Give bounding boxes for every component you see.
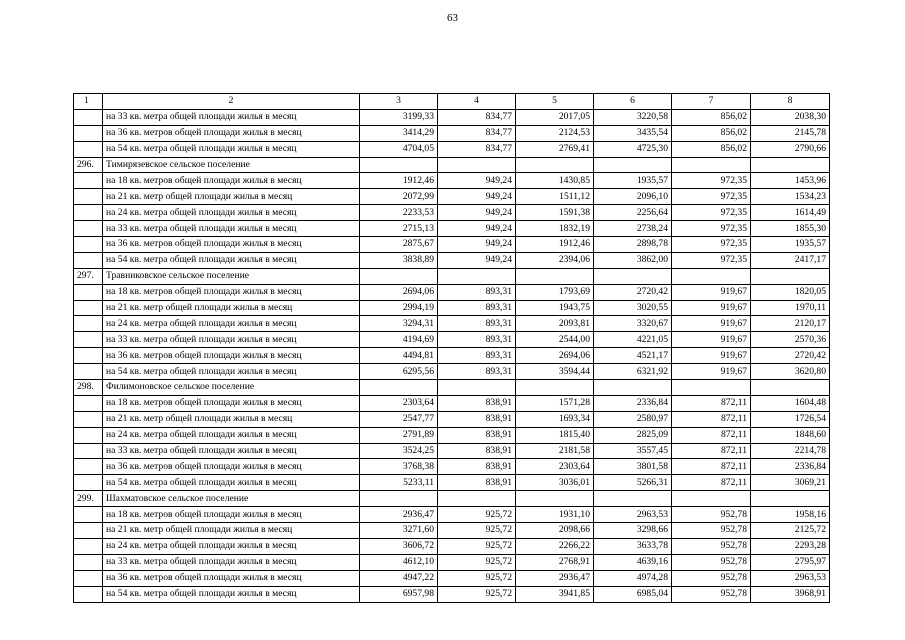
row-index — [74, 237, 103, 253]
value-cell: 1943,75 — [516, 300, 594, 316]
value-cell: 872,11 — [672, 443, 751, 459]
value-cell: 952,78 — [672, 586, 751, 602]
value-cell: 872,11 — [672, 411, 751, 427]
value-cell: 3320,67 — [594, 316, 672, 332]
value-cell: 872,11 — [672, 459, 751, 475]
value-cell: 4494,81 — [360, 348, 438, 364]
column-header: 1 — [74, 94, 103, 110]
value-cell: 872,11 — [672, 475, 751, 491]
value-cell: 2256,64 — [594, 205, 672, 221]
value-cell: 856,02 — [672, 141, 751, 157]
row-label: на 33 кв. метра общей площади жилья в месяц — [103, 443, 360, 459]
value-cell: 952,78 — [672, 523, 751, 539]
value-cell: 2120,17 — [751, 316, 830, 332]
value-cell: 925,72 — [438, 570, 516, 586]
row-label: на 54 кв. метра общей площади жилья в месяц — [103, 141, 360, 157]
table-row — [74, 237, 830, 253]
column-header: 8 — [751, 94, 830, 110]
value-cell: 1935,57 — [751, 237, 830, 253]
row-label: на 54 кв. метра общей площади жилья в месяц — [103, 364, 360, 380]
value-cell: 3594,44 — [516, 364, 594, 380]
value-cell: 1935,57 — [594, 173, 672, 189]
value-cell: 919,67 — [672, 332, 751, 348]
row-index — [74, 411, 103, 427]
tariff-table — [73, 93, 830, 603]
row-index — [74, 348, 103, 364]
value-cell: 2181,58 — [516, 443, 594, 459]
value-cell: 1453,96 — [751, 173, 830, 189]
value-cell: 2769,41 — [516, 141, 594, 157]
value-cell: 949,24 — [438, 173, 516, 189]
value-cell: 1793,69 — [516, 284, 594, 300]
value-cell: 925,72 — [438, 507, 516, 523]
value-cell: 2417,17 — [751, 252, 830, 268]
value-cell: 972,35 — [672, 252, 751, 268]
value-cell: 1534,23 — [751, 189, 830, 205]
value-cell: 1912,46 — [516, 237, 594, 253]
value-cell: 2963,53 — [751, 570, 830, 586]
row-label: на 21 кв. метр общей площади жилья в месяц — [103, 523, 360, 539]
value-cell: 1931,10 — [516, 507, 594, 523]
row-label: на 54 кв. метра общей площади жилья в месяц — [103, 252, 360, 268]
value-cell: 3801,58 — [594, 459, 672, 475]
value-cell: 3020,55 — [594, 300, 672, 316]
value-cell: 3220,58 — [594, 109, 672, 125]
empty-cell — [516, 157, 594, 173]
value-cell: 834,77 — [438, 109, 516, 125]
row-label: на 33 кв. метра общей площади жилья в месяц — [103, 109, 360, 125]
value-cell: 919,67 — [672, 316, 751, 332]
value-cell: 1820,05 — [751, 284, 830, 300]
value-cell: 3606,72 — [360, 538, 438, 554]
row-label: на 36 кв. метров общей площади жилья в месяц — [103, 125, 360, 141]
value-cell: 2547,77 — [360, 411, 438, 427]
table-row — [74, 586, 830, 602]
value-cell: 2720,42 — [751, 348, 830, 364]
value-cell: 893,31 — [438, 364, 516, 380]
settlement-name: Тимирязевское сельское поселение — [103, 157, 360, 173]
value-cell: 3941,85 — [516, 586, 594, 602]
value-cell: 856,02 — [672, 125, 751, 141]
value-cell: 3524,25 — [360, 443, 438, 459]
value-cell: 893,31 — [438, 300, 516, 316]
value-cell: 4612,10 — [360, 554, 438, 570]
empty-cell — [438, 491, 516, 507]
value-cell: 2266,22 — [516, 538, 594, 554]
column-header: 3 — [360, 94, 438, 110]
value-cell: 919,67 — [672, 348, 751, 364]
row-label: на 18 кв. метров общей площади жилья в месяц — [103, 507, 360, 523]
value-cell: 1591,38 — [516, 205, 594, 221]
value-cell: 2336,84 — [751, 459, 830, 475]
value-cell: 952,78 — [672, 507, 751, 523]
value-cell: 949,24 — [438, 237, 516, 253]
empty-cell — [751, 491, 830, 507]
value-cell: 838,91 — [438, 427, 516, 443]
row-index — [74, 364, 103, 380]
row-index — [74, 475, 103, 491]
value-cell: 925,72 — [438, 586, 516, 602]
row-label: на 21 кв. метр общей площади жилья в месяц — [103, 300, 360, 316]
settlement-name: Филимоновское сельское поселение — [103, 380, 360, 396]
value-cell: 6295,56 — [360, 364, 438, 380]
table-row — [74, 205, 830, 221]
empty-cell — [516, 380, 594, 396]
row-index — [74, 141, 103, 157]
value-cell: 6957,98 — [360, 586, 438, 602]
empty-cell — [438, 380, 516, 396]
value-cell: 838,91 — [438, 443, 516, 459]
row-label: на 54 кв. метра общей площади жилья в месяц — [103, 475, 360, 491]
value-cell: 925,72 — [438, 523, 516, 539]
value-cell: 1614,49 — [751, 205, 830, 221]
value-cell: 2293,28 — [751, 538, 830, 554]
value-cell: 2936,47 — [516, 570, 594, 586]
empty-cell — [516, 491, 594, 507]
page-number: 63 — [447, 12, 458, 24]
empty-cell — [516, 268, 594, 284]
value-cell: 3298,66 — [594, 523, 672, 539]
value-cell: 1430,85 — [516, 173, 594, 189]
column-header: 7 — [672, 94, 751, 110]
value-cell: 4221,05 — [594, 332, 672, 348]
value-cell: 2098,66 — [516, 523, 594, 539]
value-cell: 4947,22 — [360, 570, 438, 586]
value-cell: 972,35 — [672, 237, 751, 253]
empty-cell — [751, 380, 830, 396]
value-cell: 3435,54 — [594, 125, 672, 141]
value-cell: 2795,97 — [751, 554, 830, 570]
row-label: на 18 кв. метров общей площади жилья в месяц — [103, 284, 360, 300]
value-cell: 2072,99 — [360, 189, 438, 205]
value-cell: 952,78 — [672, 538, 751, 554]
table-row — [74, 475, 830, 491]
value-cell: 1511,12 — [516, 189, 594, 205]
value-cell: 838,91 — [438, 475, 516, 491]
value-cell: 952,78 — [672, 554, 751, 570]
empty-cell — [360, 268, 438, 284]
row-label: на 24 кв. метра общей площади жилья в месяц — [103, 316, 360, 332]
value-cell: 1848,60 — [751, 427, 830, 443]
value-cell: 949,24 — [438, 221, 516, 237]
table-row — [74, 507, 830, 523]
value-cell: 949,24 — [438, 205, 516, 221]
value-cell: 893,31 — [438, 332, 516, 348]
table-row — [74, 523, 830, 539]
value-cell: 925,72 — [438, 554, 516, 570]
column-header: 6 — [594, 94, 672, 110]
value-cell: 838,91 — [438, 459, 516, 475]
row-index — [74, 189, 103, 205]
value-cell: 3414,29 — [360, 125, 438, 141]
row-label: на 36 кв. метров общей площади жилья в месяц — [103, 459, 360, 475]
table-row — [74, 538, 830, 554]
row-index — [74, 332, 103, 348]
settlement-header-row — [74, 491, 830, 507]
value-cell: 2825,09 — [594, 427, 672, 443]
table-row — [74, 554, 830, 570]
value-cell: 2125,72 — [751, 523, 830, 539]
table-row — [74, 427, 830, 443]
settlement-header-row — [74, 268, 830, 284]
row-label: на 33 кв. метра общей площади жилья в месяц — [103, 554, 360, 570]
value-cell: 1958,16 — [751, 507, 830, 523]
value-cell: 2124,53 — [516, 125, 594, 141]
value-cell: 856,02 — [672, 109, 751, 125]
value-cell: 872,11 — [672, 427, 751, 443]
table-row — [74, 364, 830, 380]
value-cell: 4725,30 — [594, 141, 672, 157]
value-cell: 834,77 — [438, 125, 516, 141]
value-cell: 4521,17 — [594, 348, 672, 364]
empty-cell — [438, 268, 516, 284]
value-cell: 2544,00 — [516, 332, 594, 348]
table-row — [74, 443, 830, 459]
value-cell: 893,31 — [438, 316, 516, 332]
value-cell: 4194,69 — [360, 332, 438, 348]
settlement-header-row — [74, 157, 830, 173]
value-cell: 2936,47 — [360, 507, 438, 523]
empty-cell — [594, 268, 672, 284]
empty-cell — [360, 380, 438, 396]
value-cell: 3199,33 — [360, 109, 438, 125]
value-cell: 1970,11 — [751, 300, 830, 316]
row-label: на 21 кв. метр общей площади жилья в месяц — [103, 411, 360, 427]
row-label: на 24 кв. метра общей площади жилья в месяц — [103, 427, 360, 443]
empty-cell — [594, 157, 672, 173]
value-cell: 1815,40 — [516, 427, 594, 443]
value-cell: 2790,66 — [751, 141, 830, 157]
row-index — [74, 427, 103, 443]
table-row — [74, 316, 830, 332]
table-row — [74, 284, 830, 300]
value-cell: 3557,45 — [594, 443, 672, 459]
value-cell: 1832,19 — [516, 221, 594, 237]
value-cell: 972,35 — [672, 221, 751, 237]
table-row — [74, 189, 830, 205]
value-cell: 952,78 — [672, 570, 751, 586]
row-index — [74, 586, 103, 602]
value-cell: 2720,42 — [594, 284, 672, 300]
value-cell: 949,24 — [438, 252, 516, 268]
value-cell: 834,77 — [438, 141, 516, 157]
empty-cell — [672, 380, 751, 396]
row-label: на 18 кв. метров общей площади жилья в месяц — [103, 173, 360, 189]
value-cell: 919,67 — [672, 284, 751, 300]
empty-cell — [360, 157, 438, 173]
value-cell: 3768,38 — [360, 459, 438, 475]
row-index — [74, 570, 103, 586]
row-label: на 36 кв. метров общей площади жилья в месяц — [103, 237, 360, 253]
row-index — [74, 507, 103, 523]
row-index — [74, 395, 103, 411]
value-cell: 919,67 — [672, 364, 751, 380]
value-cell: 3968,91 — [751, 586, 830, 602]
value-cell: 919,67 — [672, 300, 751, 316]
value-cell: 3294,31 — [360, 316, 438, 332]
value-cell: 2214,78 — [751, 443, 830, 459]
column-header: 2 — [103, 94, 360, 110]
value-cell: 4639,16 — [594, 554, 672, 570]
row-label: на 33 кв. метра общей площади жилья в месяц — [103, 221, 360, 237]
table-row — [74, 300, 830, 316]
table-row — [74, 570, 830, 586]
empty-cell — [672, 491, 751, 507]
table-row — [74, 395, 830, 411]
table-row — [74, 459, 830, 475]
value-cell: 838,91 — [438, 395, 516, 411]
empty-cell — [672, 157, 751, 173]
row-index: 299. — [74, 491, 103, 507]
value-cell: 2963,53 — [594, 507, 672, 523]
value-cell: 2570,36 — [751, 332, 830, 348]
value-cell: 2096,10 — [594, 189, 672, 205]
row-index — [74, 205, 103, 221]
empty-cell — [594, 491, 672, 507]
row-index: 298. — [74, 380, 103, 396]
value-cell: 2303,64 — [360, 395, 438, 411]
row-label: на 36 кв. метров общей площади жилья в месяц — [103, 570, 360, 586]
value-cell: 949,24 — [438, 189, 516, 205]
row-index — [74, 109, 103, 125]
column-header: 5 — [516, 94, 594, 110]
value-cell: 2898,78 — [594, 237, 672, 253]
value-cell: 838,91 — [438, 411, 516, 427]
value-cell: 2394,06 — [516, 252, 594, 268]
table-row — [74, 411, 830, 427]
row-index — [74, 538, 103, 554]
table-row — [74, 252, 830, 268]
row-label: на 36 кв. метров общей площади жилья в месяц — [103, 348, 360, 364]
value-cell: 1855,30 — [751, 221, 830, 237]
value-cell: 972,35 — [672, 205, 751, 221]
value-cell: 2038,30 — [751, 109, 830, 125]
value-cell: 972,35 — [672, 173, 751, 189]
value-cell: 1912,46 — [360, 173, 438, 189]
value-cell: 3862,00 — [594, 252, 672, 268]
value-cell: 893,31 — [438, 348, 516, 364]
value-cell: 4704,05 — [360, 141, 438, 157]
table-row — [74, 173, 830, 189]
value-cell: 3036,01 — [516, 475, 594, 491]
row-index — [74, 173, 103, 189]
row-index: 296. — [74, 157, 103, 173]
value-cell: 893,31 — [438, 284, 516, 300]
value-cell: 5266,31 — [594, 475, 672, 491]
row-label: на 33 кв. метра общей площади жилья в месяц — [103, 332, 360, 348]
value-cell: 2768,91 — [516, 554, 594, 570]
empty-cell — [594, 380, 672, 396]
table-row — [74, 109, 830, 125]
value-cell: 2336,84 — [594, 395, 672, 411]
row-index — [74, 284, 103, 300]
settlement-name: Шахматовское сельское поселение — [103, 491, 360, 507]
row-label: на 21 кв. метр общей площади жилья в месяц — [103, 189, 360, 205]
table-row — [74, 348, 830, 364]
table-body — [74, 109, 830, 602]
row-label: на 24 кв. метра общей площади жилья в месяц — [103, 205, 360, 221]
value-cell: 2694,06 — [360, 284, 438, 300]
value-cell: 1693,34 — [516, 411, 594, 427]
settlement-name: Травниковское сельское поселение — [103, 268, 360, 284]
table-row — [74, 141, 830, 157]
value-cell: 2145,78 — [751, 125, 830, 141]
value-cell: 2791,89 — [360, 427, 438, 443]
value-cell: 925,72 — [438, 538, 516, 554]
empty-cell — [751, 268, 830, 284]
row-index — [74, 554, 103, 570]
empty-cell — [360, 491, 438, 507]
row-index — [74, 221, 103, 237]
value-cell: 2303,64 — [516, 459, 594, 475]
value-cell: 2233,53 — [360, 205, 438, 221]
value-cell: 2738,24 — [594, 221, 672, 237]
value-cell: 3271,60 — [360, 523, 438, 539]
value-cell: 3069,21 — [751, 475, 830, 491]
row-index — [74, 523, 103, 539]
value-cell: 1726,54 — [751, 411, 830, 427]
value-cell: 6321,92 — [594, 364, 672, 380]
row-index — [74, 316, 103, 332]
settlement-header-row — [74, 380, 830, 396]
empty-cell — [751, 157, 830, 173]
row-label: на 54 кв. метра общей площади жилья в месяц — [103, 586, 360, 602]
value-cell: 2694,06 — [516, 348, 594, 364]
table-row — [74, 221, 830, 237]
empty-cell — [438, 157, 516, 173]
value-cell: 2715,13 — [360, 221, 438, 237]
row-index — [74, 125, 103, 141]
empty-cell — [672, 268, 751, 284]
row-index: 297. — [74, 268, 103, 284]
value-cell: 2017,05 — [516, 109, 594, 125]
row-index — [74, 443, 103, 459]
row-index — [74, 252, 103, 268]
value-cell: 2093,81 — [516, 316, 594, 332]
value-cell: 3620,80 — [751, 364, 830, 380]
value-cell: 3633,78 — [594, 538, 672, 554]
row-index — [74, 300, 103, 316]
row-label: на 24 кв. метра общей площади жилья в месяц — [103, 538, 360, 554]
value-cell: 1571,28 — [516, 395, 594, 411]
value-cell: 4974,28 — [594, 570, 672, 586]
column-header: 4 — [438, 94, 516, 110]
value-cell: 1604,48 — [751, 395, 830, 411]
table-row — [74, 332, 830, 348]
value-cell: 2875,67 — [360, 237, 438, 253]
table-row — [74, 125, 830, 141]
value-cell: 6985,04 — [594, 586, 672, 602]
column-number-row — [74, 94, 830, 110]
value-cell: 2994,19 — [360, 300, 438, 316]
value-cell: 972,35 — [672, 189, 751, 205]
value-cell: 2580,97 — [594, 411, 672, 427]
value-cell: 3838,89 — [360, 252, 438, 268]
row-label: на 18 кв. метров общей площади жилья в месяц — [103, 395, 360, 411]
value-cell: 872,11 — [672, 395, 751, 411]
row-index — [74, 459, 103, 475]
value-cell: 5233,11 — [360, 475, 438, 491]
